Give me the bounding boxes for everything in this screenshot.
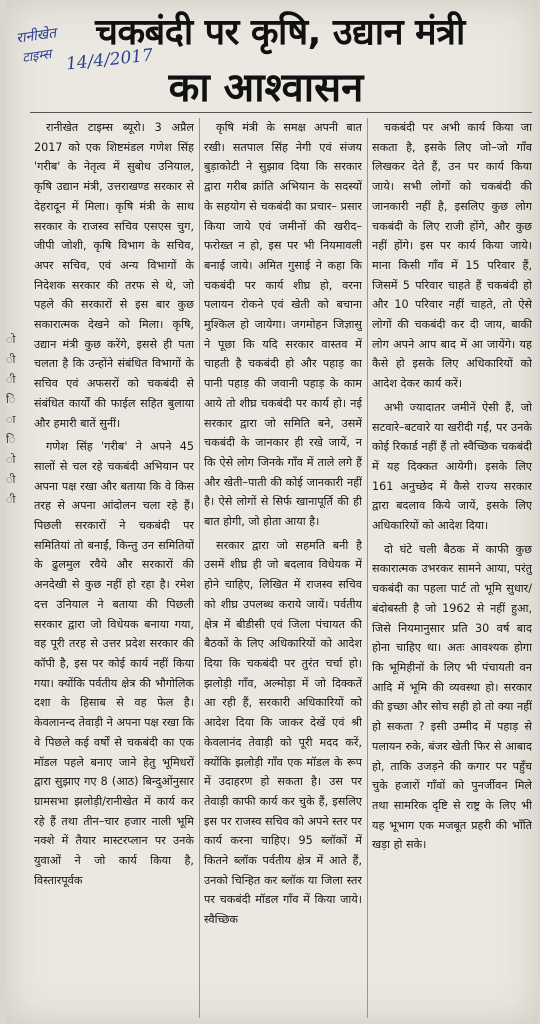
headline-rule (30, 112, 532, 113)
headline-line-2: का आश्वासन (168, 65, 364, 111)
article-paragraph: गणेश सिंह 'गरीब' ने अपने 45 सालों से चल रहे चकबंदी अभियान पर अपना पक्ष रखा और बताया कि वे किस तरह से अपना आंदोलन चला रहे हैं। पिछली सरकारों ने चकबंदी पर समितियां तो बनाईं, किन्तु उन समितियों के ढुलमुल रवैये और सरकारों की अनदेखी से कुछ नहीं हो रहा है। रमेश दत्त उनियाल ने बताया की पिछली सरकार द्वारा जो विधेयक बनाया गया, वह पूरी तरह से उत्तर प्रदेश सरकार की कॉपी है, इस पर कोई कार्य नहीं किया गया। क्योंकि पर्वतीय क्षेत्र की भौगोलिक दशा के हिसाब से वह फेल है। केवलानन्द तेवाड़ी ने अपना पक्ष रखा कि वे पिछले कई वर्षों से चकबंदी का एक मॉडल पहले बनाए जाने हेतु भूमिधरों द्वारा सुझाए गए 8 (आठ) बिन्दुओंनुसार ग्रामसभा झलोड़ी/रानीखेत में कार्य कर रहे हैं तथा तीन–चार हजार नाली भूमि नक्शे में तैयार मास्टरप्लान पर उनके युवाओं ने जो कार्य किया है, विस्तारपूर्वक (34, 440, 194, 887)
fragment-char: ा (6, 413, 16, 426)
article-column-2 (204, 118, 362, 1018)
article-paragraph: रानीखेत टाइम्स ब्यूरो। 3 अप्रैल 2017 को एक शिष्टमंडल गणेश सिंह 'गरीब' के नेतृत्व में सुबोध उनियाल, कृषि उद्यान मंत्री, उत्तराखण्ड सरकार से देहरादून में मिला। कृषि मंत्री के साथ सरकार के राजस्व सचिव एसएस चुग, जीपी जोशी, कृषि विभाग के सचिव, अपर सचिव, एवं अन्य विभागों के निदेशक सरकार की तरफ से थे, जो पहले की सरकारों से इस बार कुछ सकारात्मक देखने को मिला। कृषि, उद्यान मंत्री कुछ करेंगे, इससे ही पता चलता है कि उन्होंने संबंधित विभागों के सचिव एवं अफसरों को चकबंदी से संबंधित कार्यों की फाईल सहित बुलाया और हमारी बातें सुनीं। (34, 121, 194, 430)
fragment-char: ि (6, 433, 16, 446)
fragment-char: ो (6, 453, 16, 466)
article-paragraph: दो घंटे चली बैठक में काफी कुछ सकारात्मक उभरकर सामने आया, परंतु चकबंदी का पहला पार्ट तो भूमि सुधार/बंदोबस्ती है जो 1962 से नहीं हुआ, जिसे नियमानुसार प्रति 30 वर्ष बाद होना चाहिए था। अतः आवश्यक होगा कि भूमिहीनों के लिए भी पंचायती वन आदि में भूमि की व्यवस्था हो। सरकार की इच्छा और सोच सही हो तो क्या नहीं हो सकता ? इसी उम्मीद में पहाड़ से पलायन रुके, बंजर खेती फिर से आबाद हो, ताकि उजड़ने की कगार पर पहुँच चुके हजारों गाँवों को पुनर्जीवन मिले तथा सामरिक दृष्टि से राष्ट्र के लिए भी यह भूभाग एक मजबूत प्रहरी की भाँति खड़ा हो सके। (372, 542, 532, 852)
article-paragraph: सरकार द्वारा जो सहमति बनी है उसमें शीघ्र ही जो बदलाव विधेयक में होने चाहिए, लिखित में राजस्व सचिव को शीघ्र उपलब्ध कराये जायें। पर्वतीय क्षेत्र में बीडीसी एवं जिला पंचायत की बैठकों के लिए अधिकारियों को आदेश दिया कि चकबंदी पर तुरंत चर्चा हो। झलोड़ी गाँव, अल्मोड़ा में जो दिक्कतें आ रही हैं, सरकारी अधिकारियों को आदेश दिया कि जाकर देखें एवं श्री केवलानंद तेवाड़ी को पूरी मदद करें, क्योंकि झलोड़ी गाँव एक मॉडल के रूप में उदाहरण हो सकता है। उस पर तेवाड़ी काफी कार्य कर चुके हैं, इसलिए इस पर राजस्व सचिव को अपने स्तर पर कार्य करना चाहिए। 95 ब्लॉकों में कितने ब्लॉक पर्वतीय क्षेत्र में आते हैं, उनको चिन्हित कर ब्लॉक या जिला स्तर पर चकबंदी मॉडल गाँव में किया जाये। स्वैच्छिक (204, 538, 362, 927)
column-divider (199, 118, 200, 1018)
fragment-char: ी (6, 493, 16, 506)
fragment-char: ो (6, 333, 16, 346)
newspaper-clipping (6, 0, 538, 1024)
article-column-1 (34, 118, 194, 1018)
column-divider (367, 118, 368, 1018)
fragment-char: ी (6, 473, 16, 486)
handwritten-source: रानीखेत (15, 25, 58, 47)
adjacent-column-fragment (6, 330, 20, 510)
fragment-char: ी (6, 373, 16, 386)
fragment-char: ी (6, 353, 16, 366)
handwritten-annotation (14, 25, 154, 96)
article-paragraph: अभी ज्यादातर जमीनें ऐसी हैं, जो सटवारे–बटवारे या खरीदी गईं, पर उनके कोई रिकार्ड नहीं हैं तो स्वैच्छिक चकबंदी में यह दिक्कत आयेगी। इसके लिए 161 अनुच्छेद में कैसे राज्य सरकार द्वारा बदलाव किये जायें, इसके लिए अधिकारियों को आदेश दिया। (372, 400, 532, 533)
handwritten-date: 14/4/2017 (65, 45, 154, 75)
headline-line-1: चकबंदी पर कृषि, उद्यान मंत्री (95, 12, 465, 53)
handwritten-source-2: टाइम्स (21, 47, 53, 66)
fragment-char: ि (6, 393, 16, 406)
article-paragraph: चकबंदी पर अभी कार्य किया जा सकता है, इसके लिए जो–जो गाँव लिखकर देते हैं, उन पर कार्य किया जाये। सभी लोगों को चकबंदी की जानकारी नहीं है, इसलिए कुछ लोग चकबंदी के लिए राजी होंगे, और कुछ नहीं होंगे। इस पर कार्य किया जाये। माना किसी गाँव में 15 परिवार हैं, जिसमें 5 परिवार चाहते हैं चकबंदी हो और 10 परिवार नहीं चाहते, तो ऐसे लोगों की चकबंदी कर दी जाय, बाकी लोग अपने आप बाद में आ जायेंगे। यह कैसे हो इसके लिए अधिकारियों को आदेश देकर कार्य करें। (372, 121, 532, 391)
article-paragraph: कृषि मंत्री के समक्ष अपनी बात रखी। सतपाल सिंह नेगी एवं संजय बुड़ाकोटी ने सुझाव दिया कि सरकार द्वारा गरीब क्रांति अभियान के सदस्यों के सहयोग से चकबंदी का प्रचार– प्रसार किया जाये एवं जमीनों की खरीद–फरोख्त न हो, इस पर भी नियमावली बनाई जाये। अमित गुसाई ने कहा कि चकबंदी पर कार्य शीघ्र हो, वरना पलायन रोकने एवं खेती को बचाना मुश्किल हो जायेगा। जगमोहन जिज्ञासु ने पूछा कि यदि सरकार वास्तव में चाहती है चकबंदी हो और पहाड़ का पानी पहाड़ की जवानी पहाड़ के काम आये तो शीघ्र चकबंदी पर कार्य हो। नई सरकार द्वारा जो समिति बने, उसमें चकबंदी के जानकार ही रखे जायें, न कि ऐसे लोग जिनके गाँव में ताले लगे हैं और खेती–पाती की कोई जानकारी नहीं है। ऐसे लोगों से सिर्फ खानापूर्ति की ही बात होगी, जो होता आया है। (204, 121, 362, 529)
article-column-3 (372, 118, 532, 1018)
